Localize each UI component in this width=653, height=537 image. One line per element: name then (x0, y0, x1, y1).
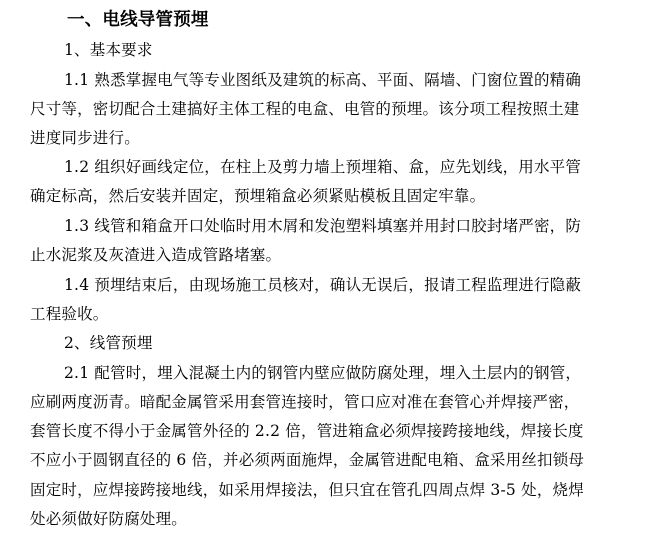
paragraph-1-3-line-2: 止水泥浆及灰渣进入造成管路堵塞。 (30, 246, 282, 264)
section-title: 一、电线导管预埋 (67, 10, 209, 30)
paragraph-2-1-line-6: 处必须做好防腐处理。 (30, 510, 188, 528)
subsection-title-conduit-embedding: 2、线管预埋 (64, 334, 153, 352)
paragraph-2-1-line-2: 应刷两度沥青。暗配金属管采用套管连接时，管口应对准在套管心并焊接严密， (30, 393, 580, 411)
subsection-title-basic-requirements: 1、基本要求 (64, 41, 153, 59)
paragraph-1-1-line-2: 尺寸等，密切配合土建搞好主体工程的电盒、电管的预埋。该分项工程按照土建 (30, 100, 580, 118)
paragraph-1-1-line-3: 进度同步进行。 (30, 129, 140, 147)
paragraph-2-1-line-1: 2.1 配管时，埋入混凝土内的钢管内壁应做防腐处理，埋入土层内的钢管， (64, 364, 582, 382)
paragraph-1-2-line-2: 确定标高，然后安装并固定，预埋箱盒必须紧贴模板且固定牢靠。 (30, 187, 486, 205)
paragraph-1-3-line-1: 1.3 线管和箱盒开口处临时用木屑和发泡塑料填塞并用封口胶封堵严密，防 (64, 217, 582, 235)
paragraph-1-2-line-1: 1.2 组织好画线定位，在柱上及剪力墙上预埋箱、盒，应先划线，用水平管 (64, 158, 582, 176)
paragraph-1-4-line-2: 工程验收。 (30, 305, 109, 323)
paragraph-1-4-line-1: 1.4 预埋结束后，由现场施工员核对，确认无误后，报请工程监理进行隐蔽 (64, 276, 582, 294)
paragraph-2-1-line-4: 不应小于圆钢直径的 6 倍，并必须两面施焊，金属管进配电箱、盒采用丝扣锁母 (30, 451, 585, 469)
paragraph-2-1-line-3: 套管长度不得小于金属管外径的 2.2 倍，管进箱盒必须焊接跨接地线，焊接长度 (30, 422, 584, 440)
paragraph-1-1-line-1: 1.1 熟悉掌握电气等专业图纸及建筑的标高、平面、隔墙、门窗位置的精确 (64, 71, 582, 89)
paragraph-2-1-line-5: 固定时，应焊接跨接地线，如采用焊接法，但只宜在管孔四周点焊 3-5 处，烧焊 (30, 481, 584, 499)
